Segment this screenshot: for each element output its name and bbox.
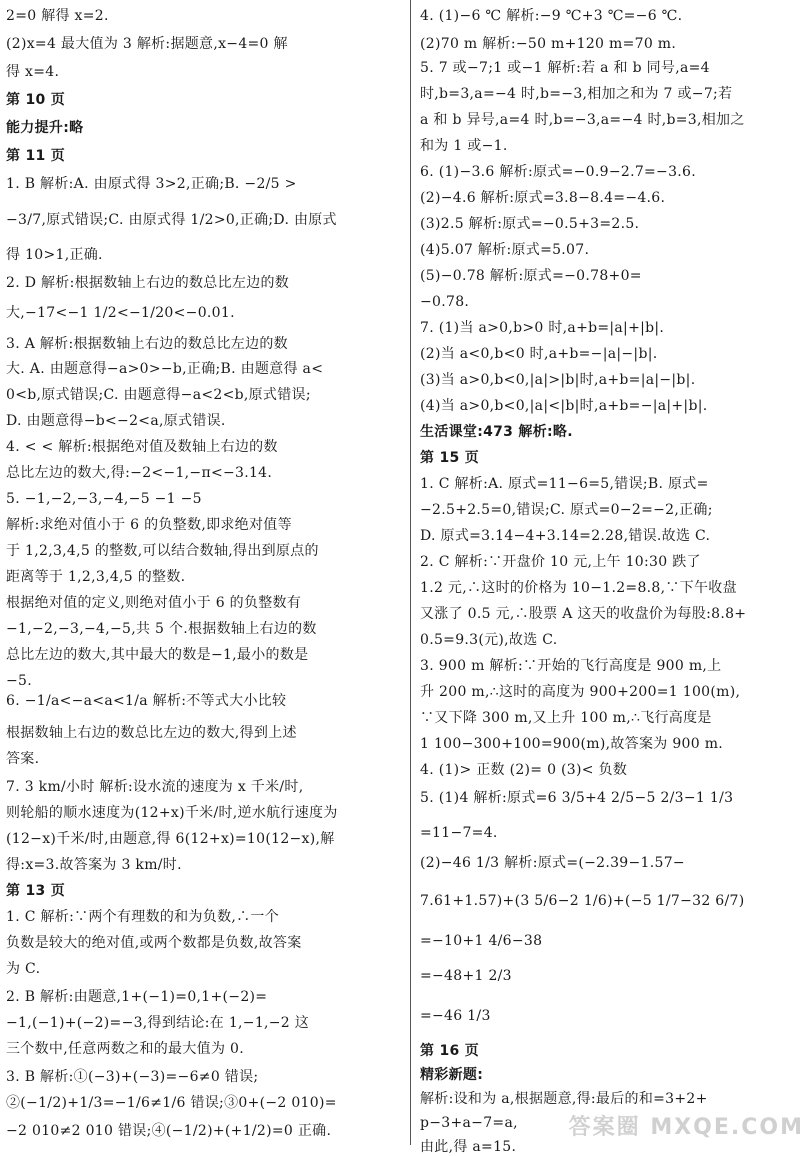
text-line: a 和 b 异号,a=4 时,b=−3,a=−4 时,b=3,相加之 xyxy=(420,112,745,128)
text-line: (3)当 a>0,b<0,|a|>|b|时,a+b=|a|−|b|. xyxy=(420,372,696,388)
text-line: (4)当 a>0,b<0,|a|<|b|时,a+b=−|a|+|b|. xyxy=(420,398,708,414)
text-line: D. 原式=3.14−4+3.14=2.28,错误.故选 C. xyxy=(420,528,711,544)
text-line: 大. A. 由题意得−a>0>−b,正确;B. 由题意得 a< xyxy=(6,361,324,377)
text-line: −1,−2,−3,−4,−5,共 5 个.根据数轴上右边的数 xyxy=(6,621,317,637)
text-line: (2)当 a<0,b<0 时,a+b=−|a|−|b|. xyxy=(420,346,658,362)
text-line: 解析:求绝对值小于 6 的负整数,即求绝对值等 xyxy=(6,517,292,533)
text-line: 3. A 解析:根据数轴上右边的数总比左边的数 xyxy=(6,336,288,352)
text-line: ∵又下降 300 m,又上升 100 m,∴飞行高度是 xyxy=(420,710,712,726)
text-line: 距离等于 1,2,3,4,5 的整数. xyxy=(6,569,186,585)
text-line: 7. 3 km/小时 解析:设水流的速度为 x 千米/时, xyxy=(6,779,304,795)
text-line: 2. D 解析:根据数轴上右边的数总比左边的数 xyxy=(6,275,290,291)
text-line: 总比左边的数大,得:−2<−1,−π<−3.14. xyxy=(6,465,273,481)
text-line: 大,−17<−1 1/2<−1/20<−0.01. xyxy=(6,305,235,321)
text-line: 解析:设和为 a,根据题意,得:最后的和=3+2+ xyxy=(420,1091,708,1107)
text-line: 1. B 解析:A. 由原式得 3>2,正确;B. −2/5 > xyxy=(6,176,297,192)
text-line: 生活课堂:473 解析:略. xyxy=(420,424,573,440)
text-line: (5)−0.78 解析:原式=−0.78+0= xyxy=(420,268,642,284)
text-line: p−3+a−7=a, xyxy=(420,1115,518,1131)
text-line: 第 15 页 xyxy=(420,450,480,466)
text-line: 由此,得 a=15. xyxy=(420,1139,517,1155)
text-line: ②(−1/2)+1/3=−1/6≠1/6 错误;③0+(−2 010)= xyxy=(6,1095,337,1111)
text-line: 得 x=4. xyxy=(6,64,60,80)
text-line: (3)2.5 解析:原式=−0.5+3=2.5. xyxy=(420,216,640,232)
column-divider xyxy=(410,0,411,1145)
text-line: =−10+1 4/6−38 xyxy=(420,933,543,949)
text-line: (2)−4.6 解析:原式=3.8−8.4=−4.6. xyxy=(420,190,666,206)
text-line: 于 1,2,3,4,5 的整数,可以结合数轴,得出到原点的 xyxy=(6,543,319,559)
text-line: 负数是较大的绝对值,或两个数都是负数,故答案 xyxy=(6,935,302,951)
text-line: 3. 900 m 解析:∵开始的飞行高度是 900 m,上 xyxy=(420,658,722,674)
text-line: 4. (1)> 正数 (2)= 0 (3)< 负数 xyxy=(420,762,628,778)
text-line: 第 13 页 xyxy=(6,883,66,899)
text-line: D. 由题意得−b<−2<a,原式错误. xyxy=(6,413,226,429)
text-line: 能力提升:略 xyxy=(6,120,84,136)
text-line: 答案. xyxy=(6,751,40,767)
text-line: 1. C 解析:A. 原式=11−6=5,错误;B. 原式= xyxy=(420,476,709,492)
text-line: 7.61+1.57)+(3 5/6−2 1/6)+(−5 1/7−32 6/7) xyxy=(420,893,745,909)
text-line: =11−7=4. xyxy=(420,825,498,841)
text-line: 0.5=9.3(元),故选 C. xyxy=(420,632,558,648)
text-line: 第 11 页 xyxy=(6,148,66,164)
text-line: 时,b=3,a=−4 时,b=−3,相加之和为 7 或−7;若 xyxy=(420,86,733,102)
text-line: 2. C 解析:∵开盘价 10 元,上午 10:30 跌了 xyxy=(420,554,701,570)
text-line: 为 C. xyxy=(6,961,41,977)
text-line: 6. (1)−3.6 解析:原式=−0.9−2.7=−3.6. xyxy=(420,164,696,180)
text-line: (2)70 m 解析:−50 m+120 m=70 m. xyxy=(420,36,677,52)
text-line: 3. B 解析:①(−3)+(−3)=−6≠0 错误; xyxy=(6,1069,259,1085)
text-line: 得:x=3.故答案为 3 km/时. xyxy=(6,857,182,873)
text-line: 7. (1)当 a>0,b>0 时,a+b=|a|+|b|. xyxy=(420,320,665,336)
text-line: 根据数轴上右边的数总比左边的数大,得到上述 xyxy=(6,725,297,741)
text-line: 根据绝对值的定义,则绝对值小于 6 的负整数有 xyxy=(6,595,302,611)
text-line: 2. B 解析:由题意,1+(−1)=0,1+(−2)= xyxy=(6,989,268,1005)
text-line: 5. −1,−2,−3,−4,−5 −1 −5 xyxy=(6,491,202,507)
text-line: =−46 1/3 xyxy=(420,1008,491,1024)
text-line: −1,(−1)+(−2)=−3,得到结论:在 1,−1,−2 这 xyxy=(6,1015,310,1031)
text-line: 4. (1)−6 ℃ 解析:−9 ℃+3 ℃=−6 ℃. xyxy=(420,8,683,24)
text-line: −0.78. xyxy=(420,294,470,310)
text-line: −3/7,原式错误;C. 由原式得 1/2>0,正确;D. 由原式 xyxy=(6,212,337,228)
text-line: 0<b,原式错误;C. 由题意得−a<2<b,原式错误; xyxy=(6,387,311,403)
watermark: 答案圈 MXQE.COM xyxy=(568,1115,804,1140)
text-line: −5. xyxy=(6,673,32,689)
text-line: 则轮船的顺水速度为(12+x)千米/时,逆水航行速度为 xyxy=(6,805,338,821)
text-line: 1. C 解析:∵两个有理数的和为负数,∴一个 xyxy=(6,909,280,925)
text-line: 精彩新题: xyxy=(420,1067,484,1083)
text-line: −2.5+2.5=0,错误;C. 原式=0−2=−2,正确; xyxy=(420,502,713,518)
text-line: 总比左边的数大,其中最大的数是−1,最小的数是 xyxy=(6,647,309,663)
text-line: 第 10 页 xyxy=(6,92,66,108)
text-line: 第 16 页 xyxy=(420,1043,480,1059)
text-line: (2)−46 1/3 解析:原式=(−2.39−1.57− xyxy=(420,855,685,871)
text-line: 5. (1)4 解析:原式=6 3/5+4 2/5−5 2/3−1 1/3 xyxy=(420,790,734,806)
text-line: 5. 7 或−7;1 或−1 解析:若 a 和 b 同号,a=4 xyxy=(420,60,710,76)
text-line: 得 10>1,正确. xyxy=(6,247,103,263)
text-line: −2 010≠2 010 错误;④(−1/2)+(+1/2)=0 正确. xyxy=(6,1123,332,1139)
text-line: 又涨了 0.5 元,∴股票 A 这天的收盘价为每股:8.8+ xyxy=(420,606,747,622)
text-line: 升 200 m,∴这时的高度为 900+200=1 100(m), xyxy=(420,684,741,700)
text-line: 1 100−300+100=900(m),故答案为 900 m. xyxy=(420,736,724,752)
text-line: (12−x)千米/时,由题意,得 6(12+x)=10(12−x),解 xyxy=(6,831,335,847)
text-line: 1.2 元,∴这时的价格为 10−1.2=8.8,∵下午收盘 xyxy=(420,580,737,596)
text-line: 2=0 解得 x=2. xyxy=(6,8,109,24)
text-line: =−48+1 2/3 xyxy=(420,968,512,984)
text-line: (4)5.07 解析:原式=5.07. xyxy=(420,242,590,258)
text-line: 三个数中,任意两数之和的最大值为 0. xyxy=(6,1041,244,1057)
text-line: 4. < < 解析:根据绝对值及数轴上右边的数 xyxy=(6,439,278,455)
text-line: 6. −1/a<−a<a<1/a 解析:不等式大小比较 xyxy=(6,693,287,709)
text-line: (2)x=4 最大值为 3 解析:据题意,x−4=0 解 xyxy=(6,36,288,52)
text-line: 和为 1 或−1. xyxy=(420,138,508,154)
